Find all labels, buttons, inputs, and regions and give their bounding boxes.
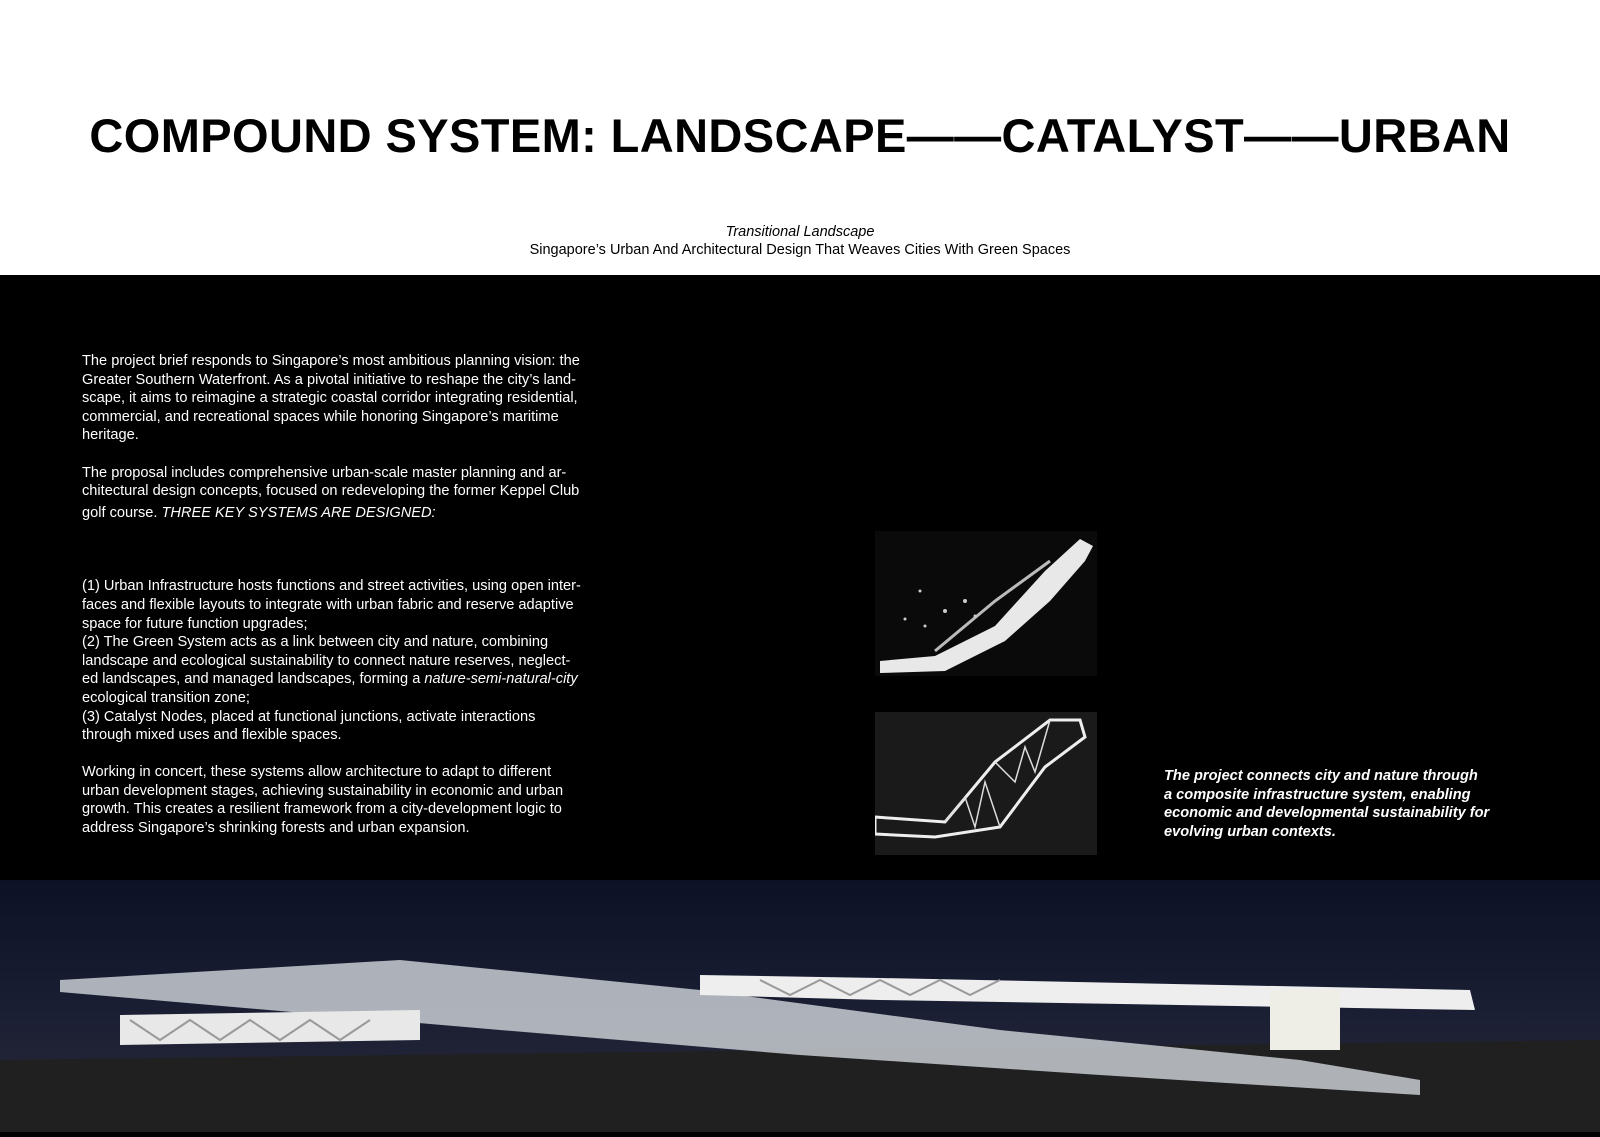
text-line: The project brief responds to Singapore’s most ambitious planning vision: the	[82, 353, 580, 369]
text-line: landscape and ecological sustainability to connect nature reserves, neglect-	[82, 652, 571, 669]
model-photo-panorama	[0, 880, 1600, 1132]
text-line: Working in concert, these systems allow architecture to adapt to different	[82, 764, 552, 781]
text-line: urban development stages, achieving sustainability in economic and urban	[82, 782, 564, 799]
text-line: faces and flexible layouts to integrate with urban fabric and reserve adaptive	[82, 596, 574, 613]
text-line: (1) Urban Infrastructure hosts functions and street activities, using open inter-	[82, 578, 581, 595]
text-line: commercial, and recreational spaces while honoring Singapore’s maritime	[82, 408, 559, 425]
text-line: The proposal includes comprehensive urban-scale master planning and ar-	[82, 464, 567, 481]
text-line: evolving urban contexts.	[1164, 823, 1336, 840]
paragraph-brief	[82, 352, 642, 445]
text-line: ecological transition zone;	[82, 689, 250, 706]
paragraph-conclusion	[82, 763, 642, 837]
text-line: (2) The Green System acts as a link between city and nature, combining	[82, 634, 549, 651]
text-line: chitectural design concepts, focused on redeveloping the former Keppel Club	[82, 483, 580, 500]
emphasis-text: nature-semi-natural-city	[424, 671, 578, 688]
emphasis-text: THREE KEY SYSTEMS ARE DESIGNED:	[161, 504, 436, 521]
text-line: scape, it aims to reimagine a strategic coastal corridor integrating residential,	[82, 390, 578, 407]
text-line: address Singapore’s shrinking forests and urban expansion.	[82, 820, 470, 837]
body-text	[82, 352, 642, 838]
paragraph-proposal	[82, 464, 642, 523]
model-photo-top	[875, 531, 1097, 676]
text-line: growth. This creates a resilient framework from a city-development logic to	[82, 801, 562, 818]
header-section	[0, 0, 1600, 275]
text: golf course.	[82, 504, 162, 521]
caption	[1164, 767, 1489, 841]
text-line: a composite infrastructure system, enabling	[1164, 786, 1471, 803]
text: ed landscapes, and managed landscapes, forming a	[82, 671, 425, 688]
text-line: heritage.	[82, 427, 139, 444]
text-line: Greater Southern Waterfront. As a pivotal initiative to reshape the city’s land-	[82, 371, 577, 388]
text-line: (3) Catalyst Nodes, placed at functional junctions, activate interactions	[82, 708, 536, 725]
paragraph-systems	[82, 577, 642, 744]
subtitle-italic: Transitional Landscape	[725, 224, 875, 240]
text-line: economic and developmental sustainability for	[1164, 805, 1490, 822]
text-line: through mixed uses and flexible spaces.	[82, 727, 342, 744]
text-line: The project connects city and nature through	[1164, 768, 1478, 784]
page-title: COMPOUND SYSTEM: LANDSCAPE——CATALYST——URBAN	[89, 109, 1511, 162]
subtitle: Singapore’s Urban And Architectural Design That Weaves Cities With Green Spaces	[529, 242, 1071, 258]
text-line: space for future function upgrades;	[82, 615, 308, 632]
model-photo-bottom	[875, 712, 1097, 855]
